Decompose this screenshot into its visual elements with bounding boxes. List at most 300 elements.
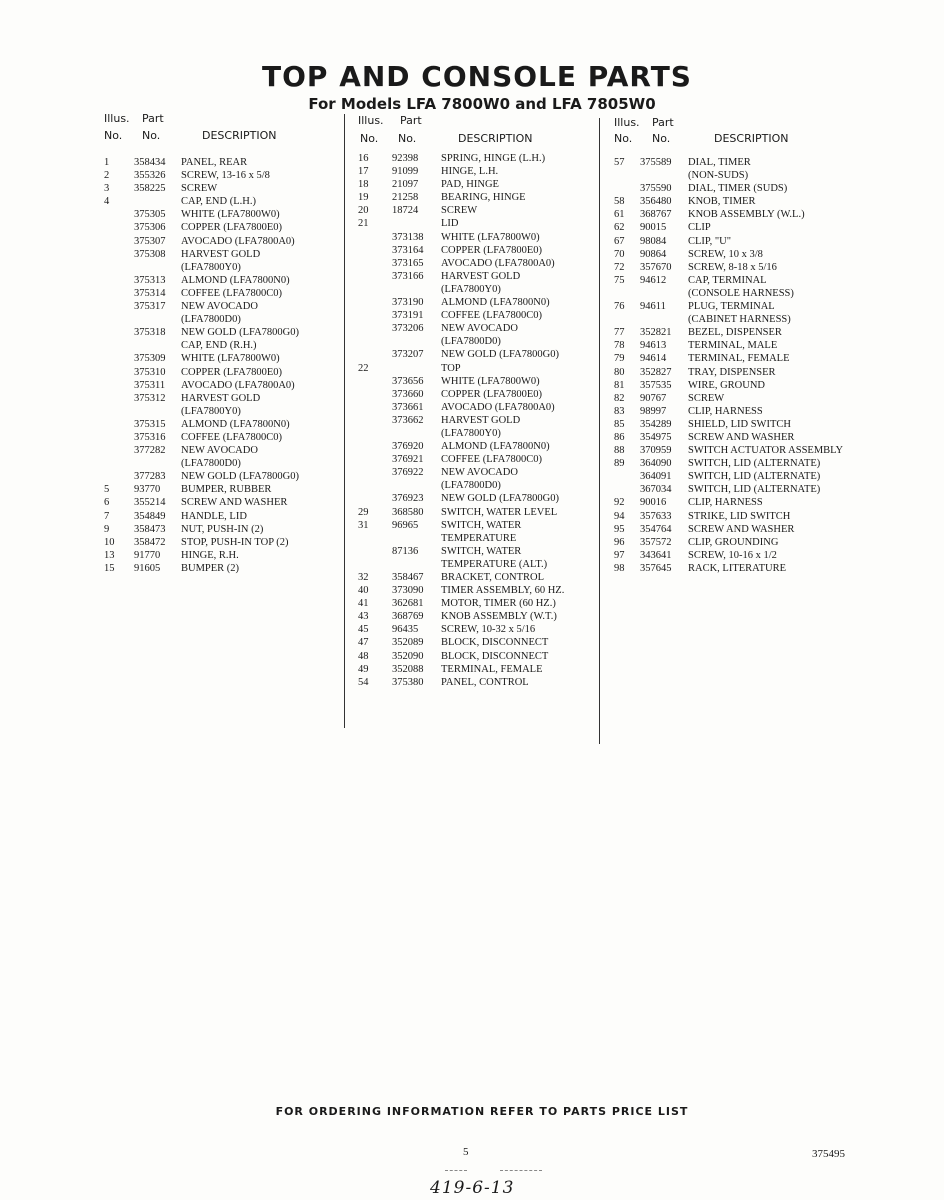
part-number: 357645 bbox=[640, 562, 672, 574]
part-number: 94613 bbox=[640, 340, 667, 352]
parts-row bbox=[358, 375, 598, 388]
part-description: ALMOND (LFA7800N0) bbox=[441, 297, 550, 309]
parts-row bbox=[358, 231, 598, 244]
parts-row bbox=[614, 313, 894, 326]
part-number: 375589 bbox=[640, 157, 672, 168]
part-number: 373090 bbox=[392, 585, 424, 597]
part-description: HARVEST GOLD bbox=[181, 248, 261, 260]
part-number: 98997 bbox=[640, 405, 667, 417]
part-description: STRIKE, LID SWITCH bbox=[688, 510, 791, 522]
parts-row bbox=[358, 571, 598, 584]
part-number: 368767 bbox=[640, 209, 672, 221]
part-description: SCREW AND WASHER bbox=[688, 431, 795, 443]
illus-number: 4 bbox=[104, 196, 110, 208]
page-title: TOP AND CONSOLE PARTS bbox=[262, 60, 692, 93]
parts-row bbox=[358, 348, 598, 361]
page-subtitle: For Models LFA 7800W0 and LFA 7805W0 bbox=[308, 95, 656, 113]
illus-number: 41 bbox=[358, 598, 369, 610]
part-description: (NON-SUDS) bbox=[688, 170, 749, 182]
part-description: RACK, LITERATURE bbox=[688, 562, 786, 574]
illus-number: 61 bbox=[614, 209, 625, 221]
illus-number: 19 bbox=[358, 192, 369, 204]
part-number: 18724 bbox=[392, 205, 419, 217]
parts-column-2 bbox=[358, 114, 598, 689]
parts-row bbox=[358, 597, 598, 610]
part-description: COFFEE (LFA7800C0) bbox=[181, 431, 283, 443]
part-number: 375311 bbox=[134, 379, 166, 391]
part-number: 373164 bbox=[392, 244, 424, 256]
part-description: COFFEE (LFA7800C0) bbox=[441, 310, 543, 322]
part-description: WHITE (LFA7800W0) bbox=[181, 353, 280, 365]
illus-label: Illus. bbox=[358, 114, 384, 127]
parts-row bbox=[614, 562, 894, 575]
illus-number: 94 bbox=[614, 510, 625, 522]
parts-row bbox=[614, 235, 894, 248]
ordering-note: FOR ORDERING INFORMATION REFER TO PARTS PRICE LIST bbox=[275, 1105, 689, 1118]
part-description: SCREW bbox=[688, 392, 725, 404]
part-description: PAD, HINGE bbox=[441, 179, 499, 191]
part-description: SCREW bbox=[441, 205, 478, 217]
parts-row bbox=[614, 300, 894, 313]
illus-number: 98 bbox=[614, 562, 625, 574]
part-description: WHITE (LFA7800W0) bbox=[441, 231, 540, 243]
part-description: HARVEST GOLD bbox=[441, 414, 521, 426]
part-number: 358434 bbox=[134, 157, 166, 168]
part-description: AVOCADO (LFA7800A0) bbox=[181, 379, 295, 391]
parts-list bbox=[614, 156, 894, 575]
parts-row bbox=[614, 261, 894, 274]
parts-row bbox=[104, 169, 344, 182]
illus-number: 97 bbox=[614, 549, 625, 561]
parts-row bbox=[358, 296, 598, 309]
parts-column-1 bbox=[104, 112, 344, 575]
part-description: SCREW AND WASHER bbox=[688, 523, 795, 535]
parts-row bbox=[104, 352, 344, 365]
part-description: SWITCH, LID (ALTERNATE) bbox=[688, 458, 821, 470]
illus-number: 48 bbox=[358, 650, 369, 662]
part-number: 354764 bbox=[640, 523, 672, 535]
illus-number: 62 bbox=[614, 222, 625, 234]
parts-row bbox=[104, 549, 344, 562]
parts-row bbox=[104, 431, 344, 444]
part-description: (CABINET HARNESS) bbox=[688, 314, 791, 326]
illus-number: 72 bbox=[614, 261, 625, 273]
part-description: (LFA7800D0) bbox=[441, 336, 501, 348]
parts-row bbox=[614, 431, 894, 444]
parts-row bbox=[614, 195, 894, 208]
part-number: 94612 bbox=[640, 274, 667, 286]
illus-number: 77 bbox=[614, 327, 625, 339]
parts-row bbox=[614, 156, 894, 169]
part-description: CLIP, HARNESS bbox=[688, 405, 763, 417]
illus-number: 29 bbox=[358, 506, 369, 518]
part-description: CAP, TERMINAL bbox=[688, 274, 767, 286]
part-number: 375313 bbox=[134, 274, 166, 286]
part-description: KNOB, TIMER bbox=[688, 196, 756, 208]
part-number: 352827 bbox=[640, 366, 672, 378]
illus-number: 89 bbox=[614, 458, 625, 470]
part-description: ALMOND (LFA7800N0) bbox=[441, 441, 550, 453]
part-description: SWITCH ACTUATOR ASSEMBLY bbox=[688, 445, 844, 457]
parts-row bbox=[358, 427, 598, 440]
part-number: 96965 bbox=[392, 519, 419, 531]
part-description: COFFEE (LFA7800C0) bbox=[181, 287, 283, 299]
part-description: WHITE (LFA7800W0) bbox=[181, 209, 280, 221]
illus-number: 57 bbox=[614, 157, 625, 168]
part-number: 358473 bbox=[134, 523, 166, 535]
part-description: NUT, PUSH-IN (2) bbox=[181, 523, 264, 535]
illus-number: 70 bbox=[614, 248, 625, 260]
part-number: 91099 bbox=[392, 166, 419, 178]
part-number: 377282 bbox=[134, 445, 166, 457]
parts-row bbox=[358, 466, 598, 479]
parts-row bbox=[614, 536, 894, 549]
part-description: COPPER (LFA7800E0) bbox=[181, 366, 283, 378]
parts-list bbox=[104, 156, 344, 575]
part-description: SWITCH, LID (ALTERNATE) bbox=[688, 471, 821, 483]
part-description: TOP bbox=[441, 362, 461, 374]
scan-mark bbox=[500, 1170, 542, 1172]
illus-number: 5 bbox=[104, 484, 110, 496]
parts-row bbox=[358, 322, 598, 335]
part-description: COPPER (LFA7800E0) bbox=[441, 244, 543, 256]
page-number: 5 bbox=[463, 1146, 469, 1158]
part-description: PANEL, REAR bbox=[181, 157, 248, 168]
part-description: TIMER ASSEMBLY, 60 HZ. bbox=[441, 585, 565, 597]
parts-row bbox=[614, 418, 894, 431]
parts-row bbox=[104, 300, 344, 313]
ill-no-label: No. bbox=[614, 132, 633, 145]
part-description: CLIP bbox=[688, 222, 711, 234]
parts-row bbox=[614, 248, 894, 261]
part-description: BLOCK, DISCONNECT bbox=[441, 637, 549, 649]
part-number: 375316 bbox=[134, 431, 166, 443]
parts-row bbox=[358, 453, 598, 466]
part-description: DIAL, TIMER (SUDS) bbox=[688, 183, 788, 195]
part-number: 375314 bbox=[134, 287, 166, 299]
parts-row bbox=[104, 496, 344, 509]
parts-row bbox=[358, 388, 598, 401]
part-number: 373656 bbox=[392, 375, 424, 387]
part-label: Part bbox=[652, 116, 674, 129]
parts-row bbox=[614, 182, 894, 195]
part-number: 354975 bbox=[640, 431, 672, 443]
part-number: 375307 bbox=[134, 235, 166, 247]
parts-row bbox=[358, 623, 598, 636]
scan-mark bbox=[445, 1170, 467, 1172]
parts-row bbox=[358, 545, 598, 558]
parts-row bbox=[104, 287, 344, 300]
column-divider bbox=[599, 118, 600, 744]
part-number: 94614 bbox=[640, 353, 667, 365]
part-description: CLIP, "U" bbox=[688, 235, 731, 247]
part-description: (LFA7800Y0) bbox=[441, 283, 501, 295]
parts-row bbox=[614, 379, 894, 392]
illus-number: 47 bbox=[358, 637, 369, 649]
handwritten-note: 419-6-13 bbox=[430, 1178, 515, 1198]
part-number: 367034 bbox=[640, 484, 672, 496]
part-number: 352090 bbox=[392, 650, 424, 662]
parts-row bbox=[104, 248, 344, 261]
illus-number: 13 bbox=[104, 549, 115, 561]
parts-row bbox=[614, 366, 894, 379]
part-number: 373138 bbox=[392, 231, 424, 243]
part-description: COPPER (LFA7800E0) bbox=[441, 388, 543, 400]
part-description: MOTOR, TIMER (60 HZ.) bbox=[441, 598, 556, 610]
parts-row bbox=[358, 401, 598, 414]
part-number: 90016 bbox=[640, 497, 667, 509]
part-description: SCREW, 10 x 3/8 bbox=[688, 248, 763, 260]
part-description: TEMPERATURE bbox=[441, 532, 517, 544]
part-description: KNOB ASSEMBLY (W.T.) bbox=[441, 611, 557, 623]
part-number: 98084 bbox=[640, 235, 667, 247]
illus-number: 9 bbox=[104, 523, 110, 535]
parts-row bbox=[614, 392, 894, 405]
part-description: SCREW, 8-18 x 5/16 bbox=[688, 261, 777, 273]
parts-row bbox=[104, 457, 344, 470]
part-number: 364090 bbox=[640, 458, 672, 470]
part-number: 368769 bbox=[392, 611, 424, 623]
parts-row bbox=[614, 287, 894, 300]
parts-row bbox=[358, 532, 598, 545]
part-description: SCREW AND WASHER bbox=[181, 497, 288, 509]
parts-row bbox=[358, 283, 598, 296]
illus-number: 58 bbox=[614, 196, 625, 208]
part-number: 352088 bbox=[392, 663, 424, 675]
parts-row bbox=[614, 510, 894, 523]
parts-row bbox=[358, 506, 598, 519]
part-number: 362681 bbox=[392, 598, 424, 610]
illus-number: 10 bbox=[104, 536, 115, 548]
parts-list bbox=[358, 152, 598, 689]
illus-number: 80 bbox=[614, 366, 625, 378]
part-description: STOP, PUSH-IN TOP (2) bbox=[181, 536, 289, 548]
illus-number: 3 bbox=[104, 183, 110, 195]
illus-number: 2 bbox=[104, 170, 110, 182]
illus-number: 79 bbox=[614, 353, 625, 365]
part-number: 358467 bbox=[392, 572, 424, 583]
parts-row bbox=[104, 470, 344, 483]
parts-row bbox=[614, 326, 894, 339]
parts-row bbox=[614, 274, 894, 287]
parts-row bbox=[614, 339, 894, 352]
illus-number: 40 bbox=[358, 585, 369, 597]
part-number: 91770 bbox=[134, 549, 161, 561]
part-description: SCREW bbox=[181, 183, 218, 195]
part-description: ALMOND (LFA7800N0) bbox=[181, 418, 290, 430]
part-number: 91605 bbox=[134, 562, 161, 574]
parts-row bbox=[614, 483, 894, 496]
parts-row bbox=[104, 444, 344, 457]
part-description: TERMINAL, FEMALE bbox=[441, 663, 543, 675]
part-description: (LFA7800D0) bbox=[181, 314, 241, 326]
part-no-label: No. bbox=[652, 132, 671, 145]
parts-row bbox=[358, 440, 598, 453]
part-number: 375318 bbox=[134, 327, 166, 339]
part-number: 358225 bbox=[134, 183, 166, 195]
part-description: AVOCADO (LFA7800A0) bbox=[441, 401, 555, 413]
part-number: 376923 bbox=[392, 493, 424, 505]
part-number: 373662 bbox=[392, 414, 424, 426]
part-number: 87136 bbox=[392, 545, 419, 557]
part-description: DIAL, TIMER bbox=[688, 157, 751, 168]
parts-row bbox=[358, 414, 598, 427]
parts-row bbox=[614, 549, 894, 562]
parts-row bbox=[358, 257, 598, 270]
illus-number: 18 bbox=[358, 179, 369, 191]
parts-row bbox=[104, 418, 344, 431]
parts-row bbox=[358, 178, 598, 191]
parts-row bbox=[358, 309, 598, 322]
illus-label: Illus. bbox=[614, 116, 640, 129]
part-number: 377283 bbox=[134, 471, 166, 483]
parts-row bbox=[358, 610, 598, 623]
illus-number: 1 bbox=[104, 157, 110, 168]
part-number: 375590 bbox=[640, 183, 672, 195]
parts-row bbox=[358, 492, 598, 505]
parts-row bbox=[358, 217, 598, 230]
illus-number: 49 bbox=[358, 663, 369, 675]
part-description: (LFA7800D0) bbox=[441, 480, 501, 492]
part-description: NEW AVOCADO bbox=[441, 467, 518, 479]
illus-number: 75 bbox=[614, 274, 625, 286]
part-description: SHIELD, LID SWITCH bbox=[688, 418, 791, 430]
parts-row bbox=[104, 405, 344, 418]
part-number: 373166 bbox=[392, 270, 424, 282]
illus-number: 54 bbox=[358, 676, 369, 688]
parts-row bbox=[614, 208, 894, 221]
part-description: SCREW, 10-16 x 1/2 bbox=[688, 549, 777, 561]
parts-row bbox=[358, 335, 598, 348]
parts-row bbox=[358, 558, 598, 571]
column-header bbox=[614, 116, 894, 156]
part-number: 376920 bbox=[392, 441, 424, 453]
illus-number: 78 bbox=[614, 340, 625, 352]
illus-label: Illus. bbox=[104, 112, 130, 125]
part-description: (LFA7800Y0) bbox=[181, 405, 241, 417]
part-description: (LFA7800Y0) bbox=[441, 427, 501, 439]
part-number: 93770 bbox=[134, 484, 161, 496]
part-description: BUMPER (2) bbox=[181, 562, 240, 574]
ill-no-label: No. bbox=[360, 132, 379, 145]
description-label: DESCRIPTION bbox=[202, 129, 277, 142]
part-number: 90767 bbox=[640, 392, 667, 404]
part-description: TERMINAL, MALE bbox=[688, 340, 778, 352]
parts-row bbox=[104, 221, 344, 234]
part-number: 357572 bbox=[640, 536, 672, 548]
parts-row bbox=[104, 392, 344, 405]
part-number: 368580 bbox=[392, 506, 424, 518]
part-description: CLIP, HARNESS bbox=[688, 497, 763, 509]
parts-row bbox=[358, 663, 598, 676]
parts-row bbox=[104, 339, 344, 352]
parts-row bbox=[104, 274, 344, 287]
parts-row bbox=[614, 470, 894, 483]
column-header bbox=[104, 112, 344, 152]
parts-row bbox=[358, 244, 598, 257]
part-description: SPRING, HINGE (L.H.) bbox=[441, 153, 546, 164]
parts-row bbox=[358, 519, 598, 532]
part-description: SWITCH, WATER LEVEL bbox=[441, 506, 558, 518]
part-description: TEMPERATURE (ALT.) bbox=[441, 558, 548, 570]
part-description: PANEL, CONTROL bbox=[441, 676, 529, 688]
parts-row bbox=[104, 510, 344, 523]
part-number: 352821 bbox=[640, 327, 672, 339]
part-number: 90015 bbox=[640, 222, 667, 234]
illus-number: 83 bbox=[614, 405, 625, 417]
illus-number: 67 bbox=[614, 235, 625, 247]
illus-number: 32 bbox=[358, 572, 369, 583]
part-description: HARVEST GOLD bbox=[441, 270, 521, 282]
part-description: KNOB ASSEMBLY (W.L.) bbox=[688, 209, 805, 221]
part-label: Part bbox=[142, 112, 164, 125]
illus-number: 76 bbox=[614, 301, 625, 313]
parts-row bbox=[104, 366, 344, 379]
part-number: 354289 bbox=[640, 418, 672, 430]
part-description: PLUG, TERMINAL bbox=[688, 301, 775, 313]
part-number: 354849 bbox=[134, 510, 166, 522]
parts-row bbox=[614, 405, 894, 418]
part-description: BEZEL, DISPENSER bbox=[688, 327, 782, 339]
part-number: 373191 bbox=[392, 310, 424, 322]
part-number: 373207 bbox=[392, 349, 424, 361]
column-divider bbox=[344, 114, 345, 728]
part-number: 376921 bbox=[392, 454, 424, 466]
illus-number: 15 bbox=[104, 562, 115, 574]
part-number: 373206 bbox=[392, 323, 424, 335]
part-no-label: No. bbox=[398, 132, 417, 145]
part-description: NEW GOLD (LFA7800G0) bbox=[181, 471, 300, 483]
description-label: DESCRIPTION bbox=[458, 132, 533, 145]
part-number: 355214 bbox=[134, 497, 166, 509]
part-description: NEW AVOCADO bbox=[181, 301, 258, 313]
illus-number: 86 bbox=[614, 431, 625, 443]
part-description: AVOCADO (LFA7800A0) bbox=[441, 257, 555, 269]
illus-number: 7 bbox=[104, 510, 110, 522]
illus-number: 96 bbox=[614, 536, 625, 548]
part-number: 373190 bbox=[392, 297, 424, 309]
description-label: DESCRIPTION bbox=[714, 132, 789, 145]
part-number: 375317 bbox=[134, 301, 166, 313]
illus-number: 82 bbox=[614, 392, 625, 404]
parts-row bbox=[104, 261, 344, 274]
part-description: (CONSOLE HARNESS) bbox=[688, 287, 794, 299]
part-number: 356480 bbox=[640, 196, 672, 208]
part-description: NEW GOLD (LFA7800G0) bbox=[441, 349, 560, 361]
part-number: 96435 bbox=[392, 624, 419, 636]
part-description: HINGE, L.H. bbox=[441, 166, 499, 178]
parts-row bbox=[358, 152, 598, 165]
parts-row bbox=[358, 191, 598, 204]
part-number: 375315 bbox=[134, 418, 166, 430]
illus-number: 6 bbox=[104, 497, 110, 509]
illus-number: 95 bbox=[614, 523, 625, 535]
illus-number: 92 bbox=[614, 497, 625, 509]
part-number: 355326 bbox=[134, 170, 166, 182]
parts-row bbox=[104, 156, 344, 169]
part-number: 352089 bbox=[392, 637, 424, 649]
parts-row bbox=[358, 165, 598, 178]
part-description: CLIP, GROUNDING bbox=[688, 536, 779, 548]
parts-row bbox=[358, 676, 598, 689]
part-number: 364091 bbox=[640, 471, 672, 483]
part-number: 343641 bbox=[640, 549, 672, 561]
part-description: (LFA7800Y0) bbox=[181, 261, 241, 273]
part-description: WHITE (LFA7800W0) bbox=[441, 375, 540, 387]
part-description: HARVEST GOLD bbox=[181, 392, 261, 404]
illus-number: 85 bbox=[614, 418, 625, 430]
illus-number: 81 bbox=[614, 379, 625, 391]
